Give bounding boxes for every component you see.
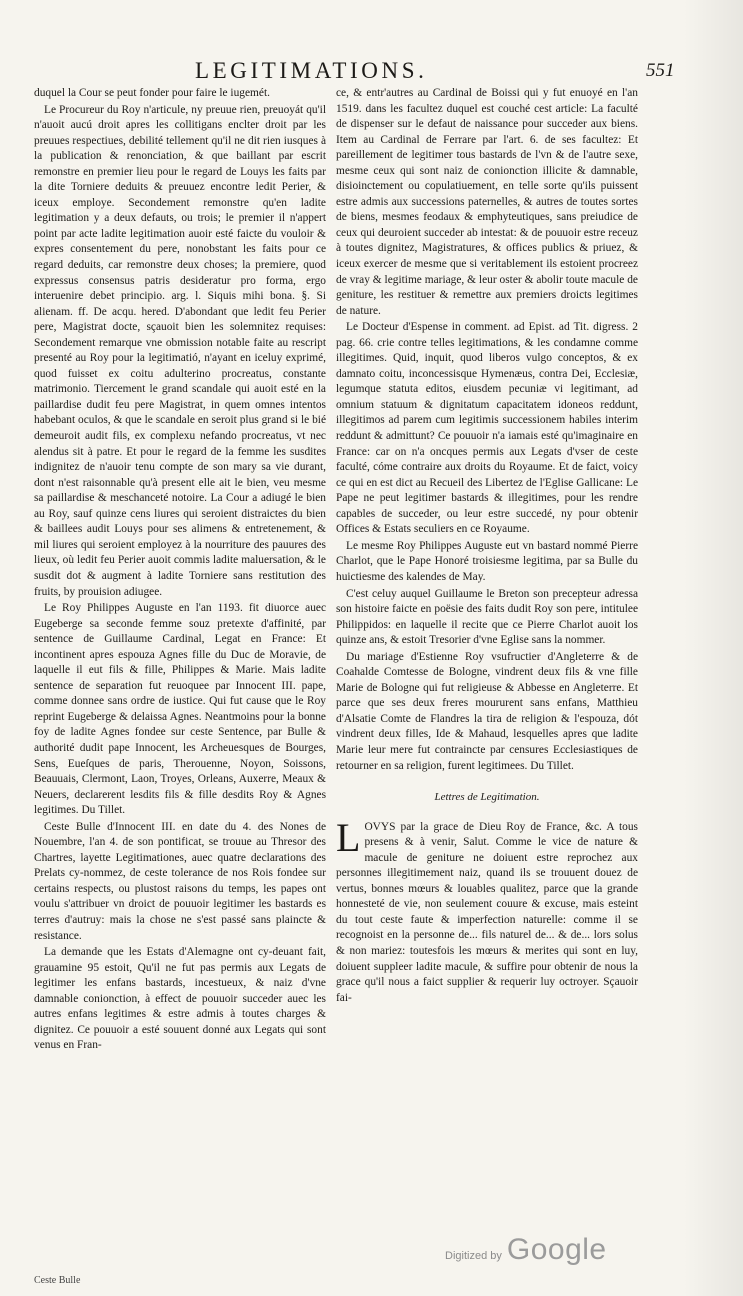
- letter-body-paragraph: [336, 814, 638, 1007]
- paragraph: C'est celuy auquel Guillaume le Breton son precepteur adressa son histoire faicte en poësie des faits dudit Roy son pere, intitulee Philippidos: en laquelle il recite que ce Pierre Charlot auoit los quinze ans, & estoit Tresorier d'vne Eglise sans la nommer.: [336, 587, 638, 647]
- digitized-watermark: [445, 1233, 607, 1267]
- drop-cap-initial: L: [336, 814, 361, 860]
- page-number: 551: [646, 60, 675, 81]
- catchword: Ceste Bulle: [34, 1275, 81, 1286]
- paragraph: Du mariage d'Estienne Roy vsufructier d'Angleterre & de Coahalde Comtesse de Bologne, vindrent deux fils & vne fille Marie de Bologne qui fut religieuse & Abbesse en Angleterre. Et parce que ses deux freres moururent sans enfans, Matthieu d'Alsatie Comte de Flandres la tira de religion & l'espouza, dót vindrent deux filles, Ide & Mahaud, lesquelles apres que ladite Marie leur mere fut contraincte par censures Ecclesiastiques de retourner en sa religion, furent legitimees. Du Tillet.: [336, 650, 638, 772]
- letter-heading: Lettres de Legitimation.: [434, 791, 540, 804]
- paragraph: Ceste Bulle d'Innocent III. en date du 4. des Nones de Nouembre, l'an 4. de son pontificat, se trouue au Thresor des Chartres, layette Legitimationes, auec quatre declarations des Prelats cy-nommez, de ceste tolerance de nos Rois fondee sur certains respects, ou plustost raisons du temps, les papes ont voulu s'attribuer vn droict de pouuoir legitimer les bastards es terres d'autruy: mais la chose ne s'est passé sans plaincte & resistance.: [34, 820, 326, 942]
- paragraph: Le Roy Philippes Auguste en l'an 1193. fit diuorce auec Eugeberge sa seconde femme souz pretexte d'affinité, par sentence de Guillaume Cardinal, Legat en France: Et incontinent apres espouza Agnes fille du Duc de Moravie, de laquelle il eut fils & fille, Philippes & Marie. Mais ladite sentence de separation fut reuoquee par Innocent III. pape, comme donnee sans ordre de iustice. Qui fut cause que le Roy reprint Eugeberge & delaissa Agnes. Neantmoins pour la bonne foy de ladite Agnes fondee sur ceste Sentence, par Bulle & authorité dudit pape Innocent, les Archeuesques de Bourges, Sens, Eueſques de paris, Therouenne, Noyon, Soissons, Beauuais, Clermont, Laon, Troyes, Orleans, Auxerre, Meaux & Neuers, declarerent lesdits fils & fille desdits Roy & Agnes legitimes. Du Tillet.: [34, 602, 326, 817]
- google-logo: Google: [506, 1233, 607, 1266]
- left-column: [34, 86, 326, 1054]
- letter-body: OVYS par la grace de Dieu Roy de France, &c. A tous presens & à venir, Salut. Comme le vice de nature & macule de geniture ne doiuent estre reprochez aux personnes illegitimement naiz, quand ils se trouuent douez de vertus, bonnes mœurs & louables qualitez, parce que la grande honnesteté de vie, non seulement couure & excuse, mais esteint du tout ceste faute & imperfection naturelle: comme il se recognoist en la personne de... fils naturel de... & de... lors solus & non mariez: toutesfois les mœurs & merites qui sont en luy, doiuent suppleer ladite macule, & suffire pour obtenir de nous la grace qu'il nous a faict supplier & requerir luy octroyer. Sçauoir fai-: [336, 820, 638, 1004]
- paragraph: ce, & entr'autres au Cardinal de Boissi qui y fut enuoyé en l'an 1519. dans les facultez duquel est couché cest article: La faculté de dispenser sur le defaut de naissance pour succeder aux biens. Item au Cardinal de Ferrare par l'art. 6. de ses facultez: Et pareillement de legitimer tous bastards de l'vn & de l'autre sexe, mesme ceux qui sont naiz de conionction illicite & damnable, disioinctement ou copulatiuement, en telle sorte qu'ils puissent estre admis aux successions paternelles, & autres de toutes sortes de biens, mesmes feodaux & emphyteutiques, sans preiudice de ceux qui deuroient succeder ab intestat: & de pouuoir estre receuz à toutes dignitez, Magistratures, & offices publics & priuez, & iceux exercer de mesme que si veritablement ils estoient procreez de vray & legitime mariage, & leur oster & abolir toute macule de geniture, les restituer & remettre aux premiers droicts legitimes de nature.: [336, 87, 638, 317]
- paragraph: Le Docteur d'Espense in comment. ad Epist. ad Tit. digress. 2 pag. 66. crie contre telles legitimations, & les condamne comme illegitimes. Quid, inquit, quod liberos vulgo conceptos, & ex damnato coitu, inconcessisque Hymenæus, contra Dei, Ecclesiæ, legumque statuta editos, eiusdem pecuniæ vi legitimant, ad omnium statuum & dignitatum capacitatem idoneos reddunt, illegitimos ad parem cum legitimis successionem habiles interim reddunt & admittunt? Ce pouuoir n'a iamais esté qu'imaginaire en France: car on n'a oncques permis aux Legats d'vser de ceste faculté, cóme contraire aux droits du Royaume. Et de faict, voicy ce qui en est dict au Recueil des Libertez de l'Eglise Gallicane: Le Pape ne peut legitimer bastards & illegitimes, pour les rendre capables de succeder, ou leur estre succedé, ny pour obtenir Offices & Estats seculiers en ce Royaume.: [336, 321, 638, 536]
- watermark-prefix: Digitized by: [445, 1250, 502, 1262]
- running-title: LEGITIMATIONS.: [195, 58, 428, 83]
- paragraph: duquel la Cour se peut fonder pour faire le iugemét.: [34, 87, 270, 99]
- paragraph: Le Procureur du Roy n'articule, ny preuue rien, preuoyát qu'il n'auoit aucú droit apres les collitigans enclter droit par les preuues respectiues, debilité tellement qu'il ne dit rien iusques à la publication & renonciation, & que baillant par escrit remonstre en premier lieu pour le regard de Louys les faits par la dite Torniere deduits & preuuez encontre ledit Perier, & iceux employe. Secondement remonstre qu'en ladite legitimation y a deux defauts, ou trois; le premier il n'appert point par acte ladite legitimation auoir esté faicte du vouloir & expres consentement du pere, nonobstant les faits pour ce regard deduits, car remonstre deux choses; la premiere, quod expressus consensus patris desideratur pro forma, ergo interuenire debet principio. arg. l. Siquis mihi bona. §. Si alienam. ff. De acqu. hered. D'abondant que ledit feu Perier pere, Magistrat docte, sçauoit bien les solemnitez requises: Secondement remarque vne obmission notable faite au rescript presenté au Roy pour la legitimatió, n'ayant en iceluy exprimé, quod fuisset ex coitu adulterino procreatus, constante matrimonio. Tiercement le grand scandale qui auoit esté en la paillardise dudit feu pere Magistrat, in quem omnes intentos habebant oculos, & que le scandale en seroit plus grand si le bié demeuroit audit fils, ex complexu nefando procreatus, vt nec alendus sit à patre. Et pour le regard de la femme les susdites indignitez de n'auoir tenu compte de son mary sa vie durant, dont n'est raisonnable qu'à present elle ait le bien, veu mesme sa paillardise & meschanceté notoire. La Cour a adiugé le bien au Roy, sauf quinze cens liures qui seroient distraictes du bien & baillees audit Louys pour ses alimens & entretenement, & mil liures qui seroient employez à la nourriture des pauures des lieux, où ledit feu Perier auoit commis ladite maluersation, & le susdit dot & augment à ladite Torniere sans restitution des fruits, by prouision adiugee.: [34, 103, 326, 598]
- right-column: [336, 86, 638, 1006]
- paragraph: Le mesme Roy Philippes Auguste eut vn bastard nommé Pierre Charlot, que le Pape Honoré troisiesme legitima, par sa Bulle du huictiesme des kalendes de May.: [336, 539, 638, 583]
- paragraph: La demande que les Estats d'Alemagne ont cy-deuant fait, grauamine 95 estoit, Qu'il ne fut pas permis aux Legats de legitimer les enfans bastards, incestueux, & naiz d'vne damnable conionction, à effect de pouuoir succeder auec les autres enfans legitimes & estre admis à toutes charges & dignitez. Ce pouuoir a esté souuent donné aux Legats qui sont venus en Fran-: [34, 946, 326, 1052]
- page-fold-shadow: [683, 0, 743, 1296]
